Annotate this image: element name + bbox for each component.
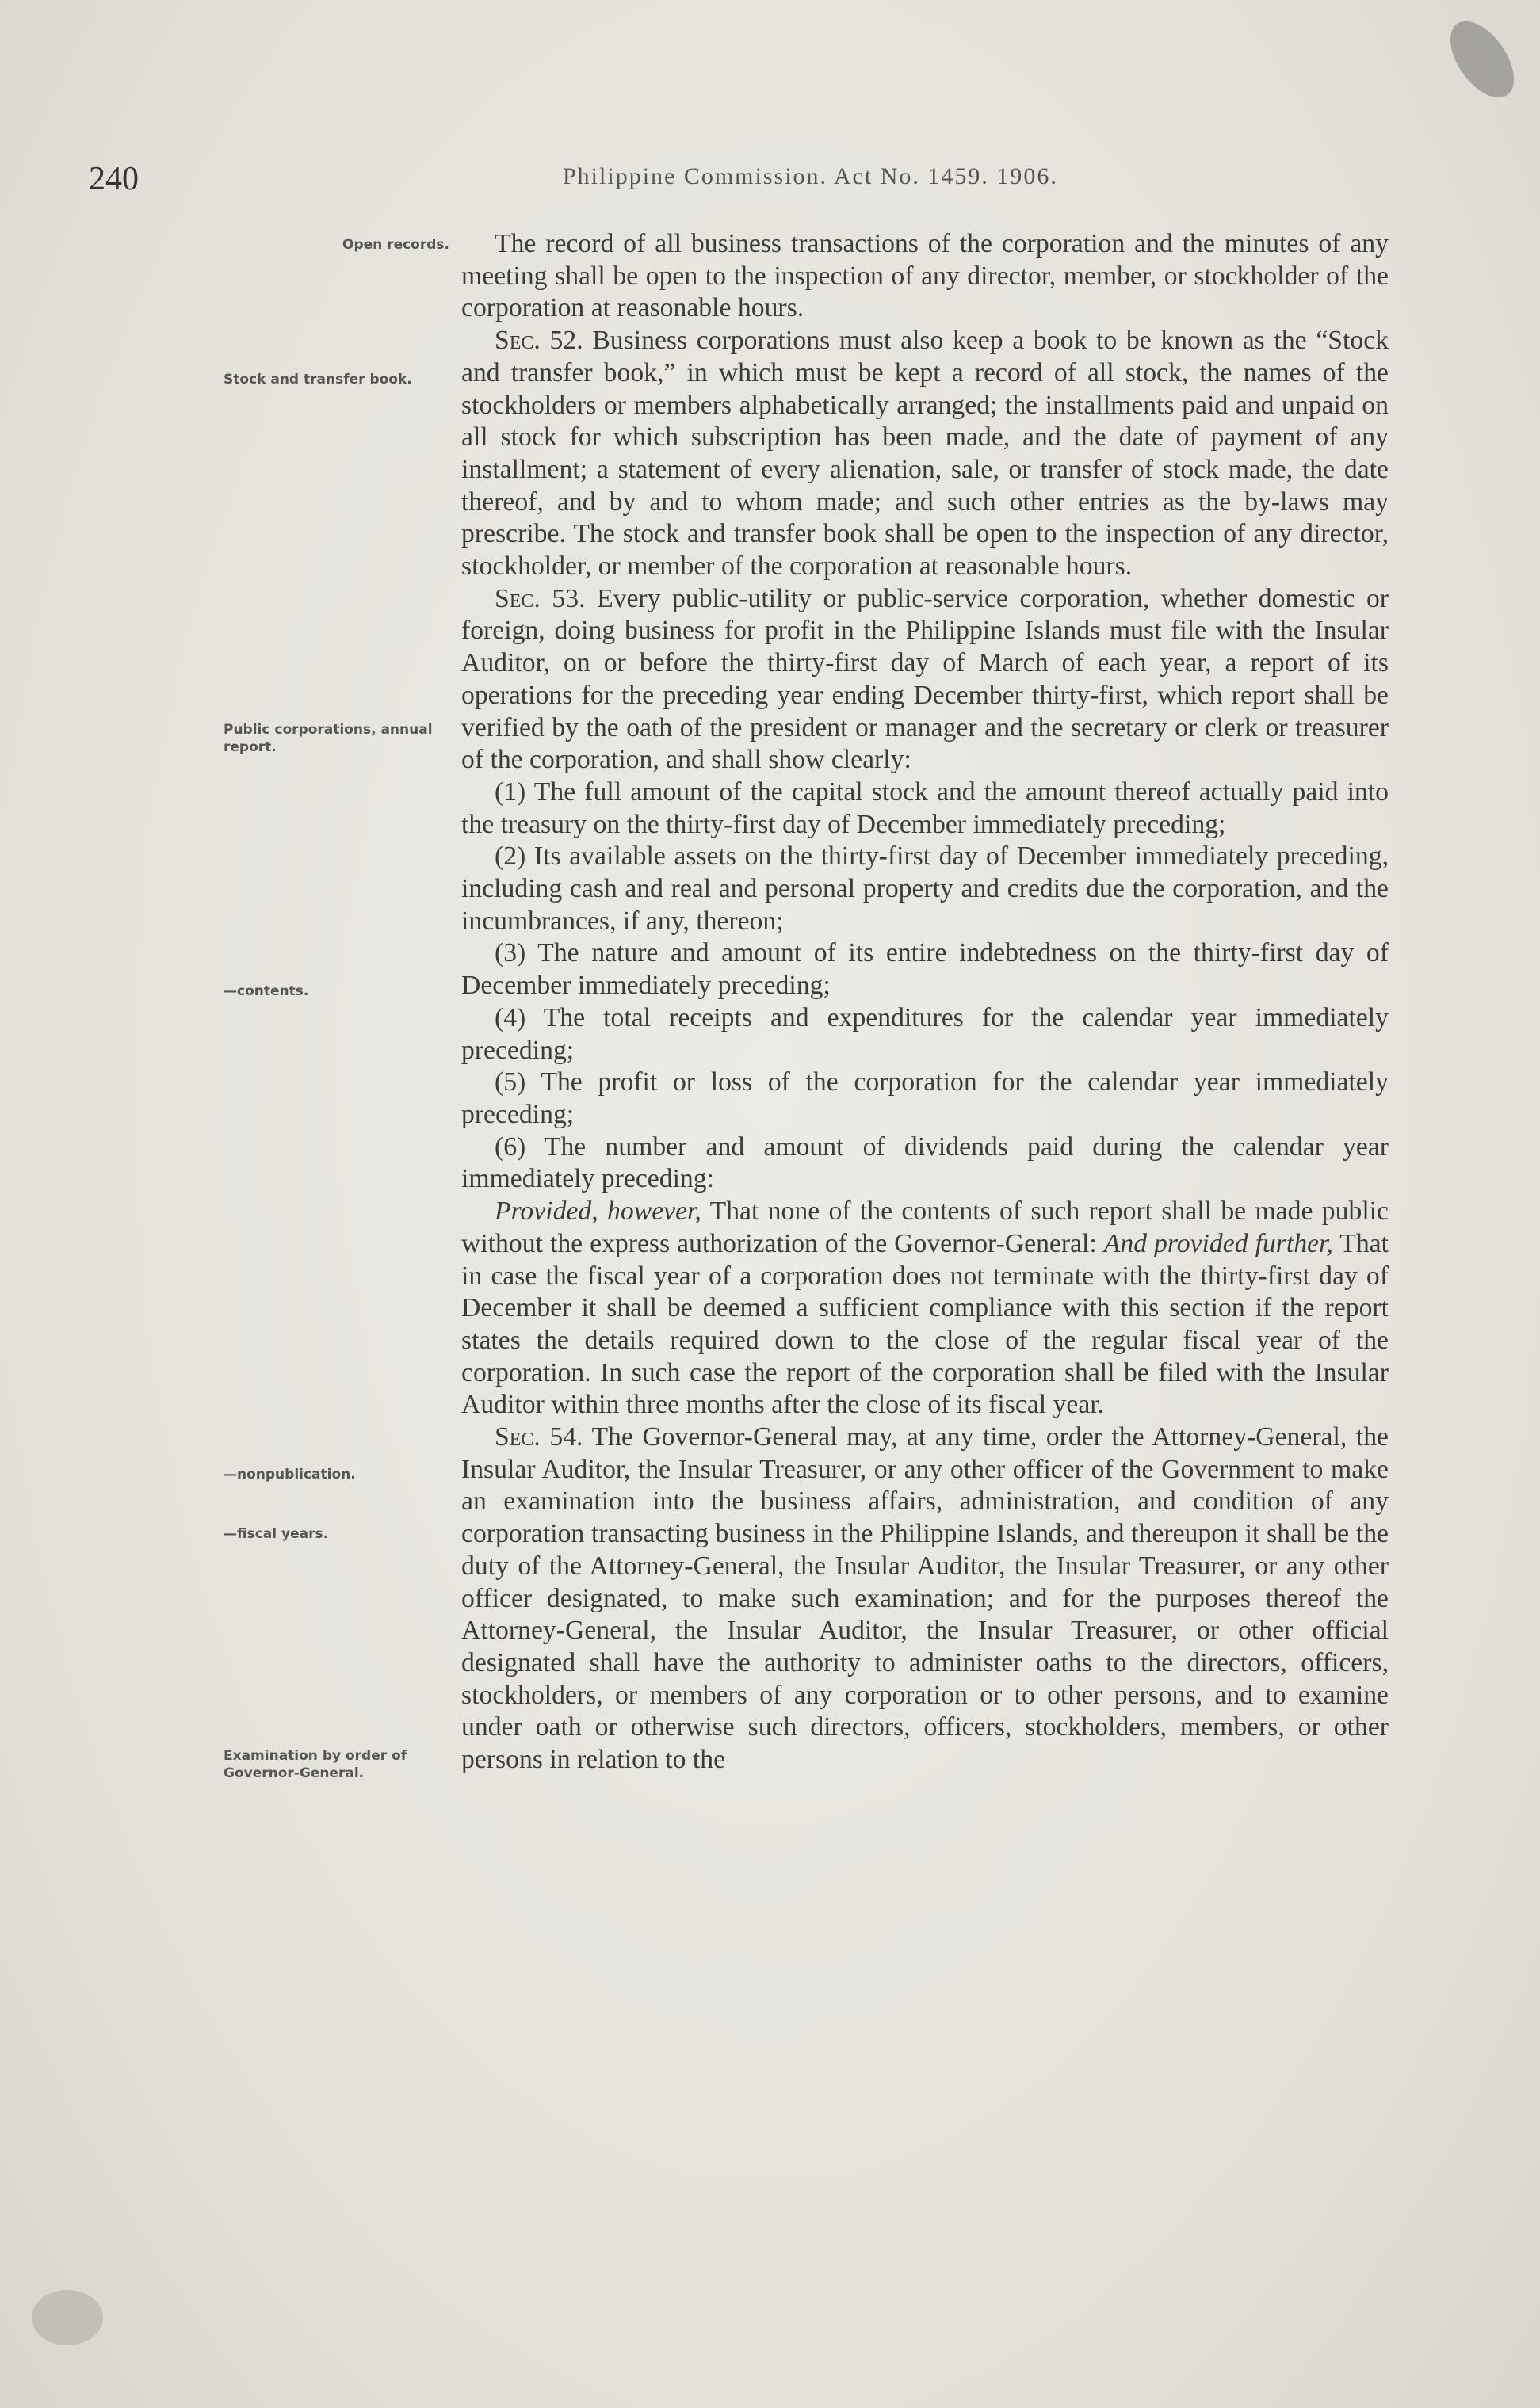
margin-note-stock-transfer: Stock and transfer book. bbox=[224, 372, 412, 387]
list-item-6: (6) The number and amount of dividends paid during the calendar year immediately preceding: bbox=[461, 1131, 1389, 1194]
paragraph-sec-52 bbox=[461, 325, 1389, 583]
paragraph-proviso bbox=[461, 1196, 1389, 1422]
list-item-5: (5) The profit or loss of the corporation for the calendar year immediately preceding; bbox=[461, 1067, 1389, 1129]
list-item-2: (2) Its available assets on the thirty-first day of December immediately preceding, including cash and real and personal property and credits due the corporation, and the incumbrances, if any, thereon; bbox=[461, 841, 1389, 936]
margin-note-public-corporations: Public corporations, annual report. bbox=[224, 722, 433, 755]
section-label: Sec. 53. bbox=[495, 583, 586, 613]
paragraph-sec-54 bbox=[461, 1422, 1389, 1776]
paragraph-sec-53 bbox=[461, 583, 1389, 777]
section-label: Sec. 54. bbox=[495, 1422, 583, 1452]
list-item-1: (1) The full amount of the capital stock and the amount thereof actually paid into the treasury on the thirty-first day of December immediately preceding; bbox=[461, 777, 1389, 839]
margin-note-fiscal-years: —fiscal years. bbox=[224, 1526, 329, 1542]
paragraph-open-records: The record of all business transactions of the corporation and the minutes of any meeting shall be open to the inspection of any director, member, or stockholder of the corporation at reasonable hours. bbox=[461, 229, 1389, 323]
section-text: Business corporations must also keep a book to be known as the “Stock and transfer book,” in which must be kept a record of all stock, the names of the stockholders or members alphabetically arranged; the installments paid and unpaid on all stock for which subscription has been made, and the date of payment of any installment; a statement of every alienation, sale, or transfer of stock made, the date thereof, and by and to whom made; and such other entries as the by-laws may prescribe. The stock and transfer book shall be open to the inspection of any director, stockholder, or member of the corporation at reasonable hours. bbox=[461, 326, 1389, 582]
proviso-text: That in case the fiscal year of a corporation does not terminate with the thirty-first day of December it shall be deemed a sufficient compliance with this section if the report states the details required down to the close of the regular fiscal year of the corporation. In such case the report of the corporation shall be filed with the Insular Auditor within three months after the close of its fiscal year. bbox=[461, 1228, 1389, 1420]
page-stain bbox=[32, 2290, 103, 2345]
margin-note-examination: Examination by order of Governor-General. bbox=[224, 1748, 407, 1781]
margin-note-contents: —contents. bbox=[224, 983, 309, 999]
proviso-text: That none of the contents of such report shall be made public without the express authorization of the Governor-General: bbox=[461, 1196, 1389, 1258]
list-item-3: (3) The nature and amount of its entire indebtedness on the thirty-first day of December immediately preceding; bbox=[461, 938, 1389, 1001]
section-label: Sec. 52. bbox=[495, 326, 583, 356]
section-text: The Governor-General may, at any time, order the Attorney-General, the Insular Auditor, the Insular Treasurer, or any other officer of the Government to make an examination into the business affairs, administration, and condition of any corporation transacting business in the Philippine Islands, and thereupon it shall be the duty of the Attorney-General, the Insular Auditor, the Insular Treasurer, or any other officer designated, to make such examination; and for the purposes thereof the Attorney-General, the Insular Auditor, the Insular Treasurer, or other official designated shall have the authority to administer oaths to the directors, officers, stockholders, or members of any corporation or to other persons, and to examine under oath or otherwise such directors, officers, stockholders, members, or other persons in relation to the bbox=[461, 1422, 1389, 1775]
list-item-4: (4) The total receipts and expenditures for the calendar year immediately preceding; bbox=[461, 1002, 1389, 1065]
proviso-label: And provided further, bbox=[1103, 1228, 1333, 1258]
section-text: Every public-utility or public-service corporation, whether domestic or foreign, doing business for profit in the Philippine Islands must file with the Insular Auditor, on or before the thirty-first day of March of each year, a report of its operations for the preceding year ending December thirty-first, which report shall be verified by the oath of the president or manager and the secretary or clerk or treasurer of the corporation, and shall show clearly: bbox=[461, 583, 1389, 775]
running-head: Philippine Commission. Act No. 1459. 1906. bbox=[563, 163, 1058, 189]
page-stain bbox=[1438, 10, 1527, 109]
proviso-label: Provided, however, bbox=[495, 1196, 701, 1227]
page-number: 240 bbox=[89, 161, 139, 197]
body-text bbox=[461, 228, 1389, 1776]
margin-note-open-records: Open records. bbox=[342, 237, 449, 253]
margin-note-nonpublication: —nonpublication. bbox=[224, 1467, 356, 1483]
